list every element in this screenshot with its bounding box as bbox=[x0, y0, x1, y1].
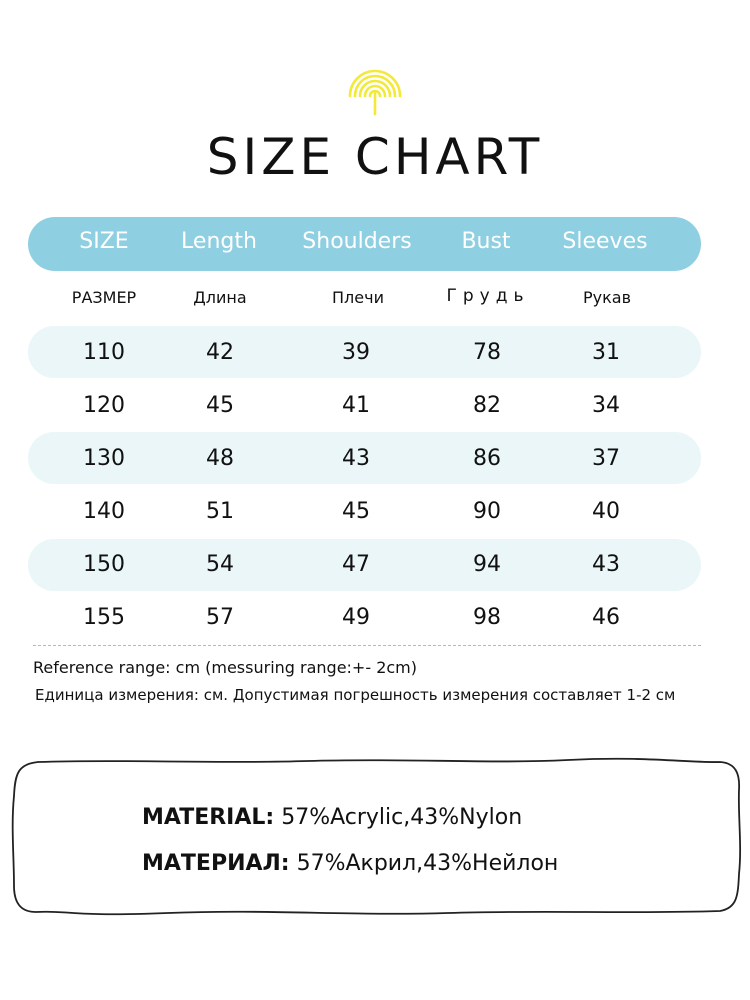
cell-shoulders: 45 bbox=[342, 499, 370, 524]
cell-sleeves: 31 bbox=[592, 340, 620, 365]
cell-length: 54 bbox=[206, 552, 234, 577]
material-en-value: 57%Acrylic,43%Nylon bbox=[274, 805, 523, 830]
cell-size: 110 bbox=[83, 340, 125, 365]
cell-length: 48 bbox=[206, 446, 234, 471]
cell-bust: 98 bbox=[473, 605, 501, 630]
cell-bust: 82 bbox=[473, 393, 501, 418]
cell-size: 155 bbox=[83, 605, 125, 630]
cell-size: 150 bbox=[83, 552, 125, 577]
header-ru-shoulders: Плечи bbox=[332, 288, 384, 307]
material-ru-value: 57%Акрил,43%Нейлон bbox=[289, 851, 559, 876]
header-ru-bust: Грудь bbox=[446, 286, 530, 306]
cell-shoulders: 49 bbox=[342, 605, 370, 630]
header-sleeves: Sleeves bbox=[562, 229, 648, 254]
material-ru bbox=[142, 851, 558, 876]
cell-bust: 90 bbox=[473, 499, 501, 524]
cell-sleeves: 40 bbox=[592, 499, 620, 524]
material-frame bbox=[8, 756, 744, 918]
header-size: SIZE bbox=[79, 229, 129, 254]
header-bust: Bust bbox=[461, 229, 511, 254]
cell-shoulders: 41 bbox=[342, 393, 370, 418]
cell-length: 57 bbox=[206, 605, 234, 630]
header-ru-length: Длина bbox=[193, 288, 247, 307]
cell-bust: 86 bbox=[473, 446, 501, 471]
material-en bbox=[142, 805, 522, 830]
dashed-divider bbox=[33, 645, 701, 646]
cell-sleeves: 43 bbox=[592, 552, 620, 577]
cell-length: 51 bbox=[206, 499, 234, 524]
reference-note: Reference range: cm (messuring range:+- 2cm) bbox=[33, 658, 417, 677]
cell-shoulders: 43 bbox=[342, 446, 370, 471]
cell-shoulders: 39 bbox=[342, 340, 370, 365]
cell-size: 120 bbox=[83, 393, 125, 418]
header-ru-size: РАЗМЕР bbox=[71, 288, 137, 307]
header-shoulders: Shoulders bbox=[302, 229, 412, 254]
header-length: Length bbox=[181, 229, 257, 254]
cell-size: 130 bbox=[83, 446, 125, 471]
cell-sleeves: 37 bbox=[592, 446, 620, 471]
material-en-label: MATERIAL: bbox=[142, 805, 275, 830]
cell-size: 140 bbox=[83, 499, 125, 524]
material-ru-label: МАТЕРИАЛ: bbox=[142, 851, 290, 876]
cell-bust: 78 bbox=[473, 340, 501, 365]
header-ru-sleeves: Рукав bbox=[582, 288, 632, 307]
cell-sleeves: 46 bbox=[592, 605, 620, 630]
cell-bust: 94 bbox=[473, 552, 501, 577]
cell-length: 42 bbox=[206, 340, 234, 365]
reference-note-ru: Единица измерения: см. Допустимая погрешность измерения составляет 1-2 см bbox=[35, 686, 676, 704]
page-title: SIZE CHART bbox=[206, 128, 544, 186]
cell-shoulders: 47 bbox=[342, 552, 370, 577]
rainbow-tree-icon bbox=[346, 62, 404, 116]
cell-sleeves: 34 bbox=[592, 393, 620, 418]
cell-length: 45 bbox=[206, 393, 234, 418]
